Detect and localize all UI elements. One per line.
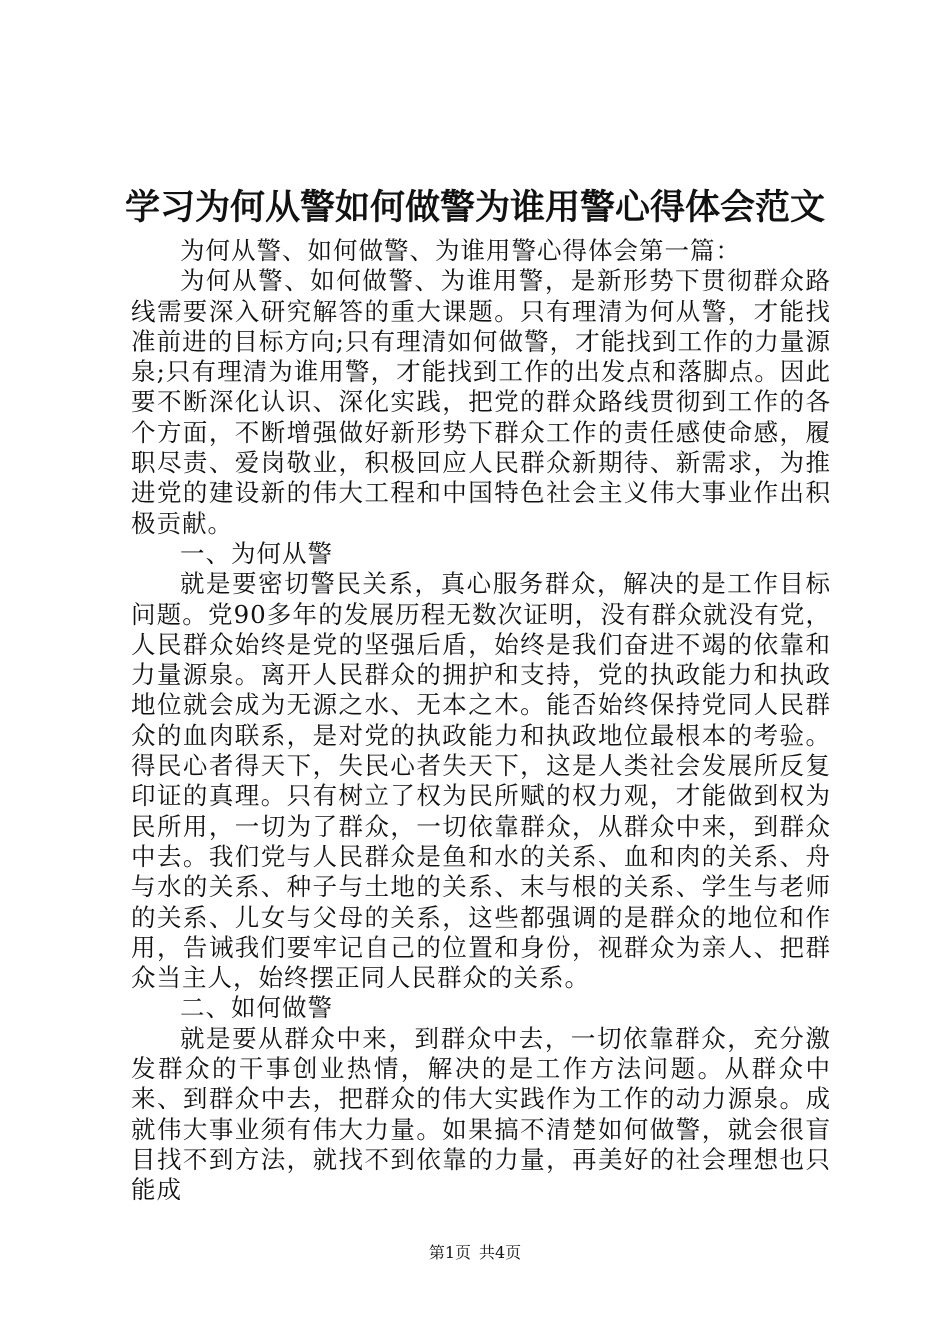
section-heading: 二、如何做警 [180,993,333,1023]
document-title: 学习为何从警如何做警为谁用警心得体会范文 [124,187,825,228]
page-number: 第1页 [428,1243,471,1262]
section-heading: 一、为何从警 [180,538,333,568]
body-paragraph: 就是要密切警民关系，真心服务群众，解决的是工作目标问题。党90多年的发展历程无数次证明，没有群众就没有党，人民群众始终是党的坚强后盾，始终是我们奋进不竭的依靠和力量源泉。离开人民群众的拥护和支持，党的执政能力和执政地位就会成为无源之水、无本之木。能否始终保持党同人民群众的血肉联系，是对党的执政能力和执政地位最根本的考验。得民心者得天下，失民心者失天下，这是人类社会发展所反复印证的真理。只有树立了权为民所赋的权力观，才能做到权为民所用，一切为了群众，一切依靠群众，从群众中来，到群众中去。我们党与人民群众是鱼和水的关系、血和肉的关系、舟与水的关系、种子与土地的关系、末与根的关系、学生与老师的关系、儿女与父母的关系，这些都强调的是群众的地位和作用，告诫我们要牢记自己的位置和身份，视群众为亲人、把群众当主人，始终摆正同人民群众的关系。 [131,569,831,993]
document-body [131,236,831,1206]
body-paragraph: 为何从警、如何做警、为谁用警，是新形势下贯彻群众路线需要深入研究解答的重大课题。只有理清为何从警，才能找准前进的目标方向;只有理清如何做警，才能找到工作的力量源泉;只有理清为谁用警，才能找到工作的出发点和落脚点。因此要不断深化认识、深化实践，把党的群众路线贯彻到工作的各个方面，不断增强做好新形势下群众工作的责任感使命感，履职尽责、爱岗敬业，积极回应人民群众新期待、新需求，为推进党的建设新的伟大工程和中国特色社会主义伟大事业作出积极贡献。 [131,266,831,538]
body-paragraph: 就是要从群众中来，到群众中去，一切依靠群众，充分激发群众的干事创业热情，解决的是工作方法问题。从群众中来、到群众中去，把群众的伟大实践作为工作的动力源泉。成就伟大事业须有伟大力量。如果搞不清楚如何做警，就会很盲目找不到方法，就找不到依靠的力量，再美好的社会理想也只能成 [131,1023,831,1205]
page-total: 共4页 [479,1243,522,1262]
intro-paragraph: 为何从警、如何做警、为谁用警心得体会第一篇： [180,236,741,265]
page-footer [0,1243,950,1263]
